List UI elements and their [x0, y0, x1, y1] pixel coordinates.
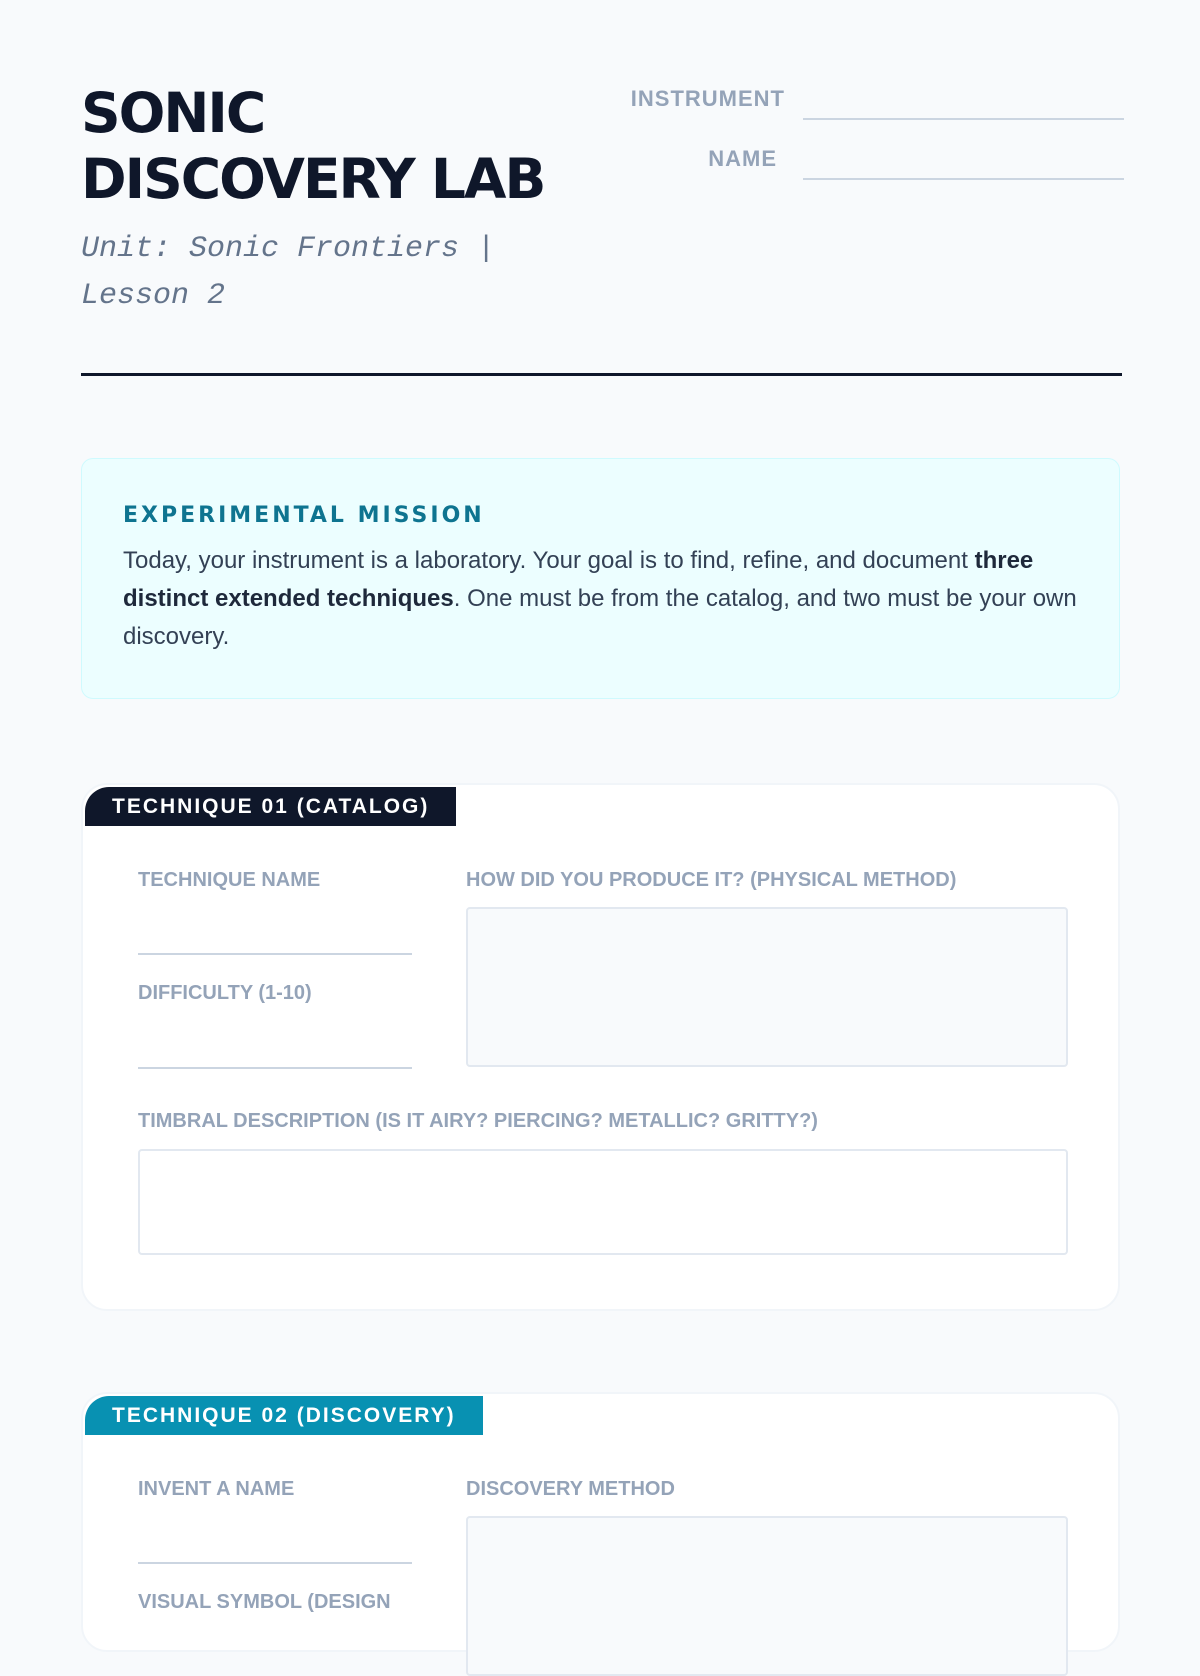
discovery-method-label: DISCOVERY METHOD [466, 1478, 675, 1500]
visual-symbol-label: VISUAL SYMBOL (DESIGN [138, 1591, 391, 1613]
technique-02-card [81, 1392, 1120, 1652]
instrument-field[interactable] [803, 118, 1124, 120]
mission-text-outro: . One must be from the catalog, and two must be your own discovery. [123, 585, 1077, 650]
page-subtitle: Unit: Sonic Frontiers | Lesson 2 [81, 232, 496, 313]
technique-01-card [81, 783, 1120, 1311]
mission-title: EXPERIMENTAL MISSION [123, 503, 485, 528]
technique-02-tag: TECHNIQUE 02 (DISCOVERY) [85, 1396, 483, 1435]
mission-panel [81, 458, 1120, 699]
page-title: SONIC DISCOVERY LAB [81, 81, 545, 211]
method-textarea[interactable] [466, 907, 1068, 1067]
instrument-label: INSTRUMENT [630, 86, 785, 111]
method-label: HOW DID YOU PRODUCE IT? (PHYSICAL METHOD) [466, 869, 957, 891]
mission-text-emphasis: three distinct extended techniques [123, 547, 1034, 612]
technique-01-tag: TECHNIQUE 01 (CATALOG) [85, 787, 456, 826]
discovery-method-textarea[interactable] [466, 1516, 1068, 1676]
header-divider [81, 373, 1122, 376]
timbre-textarea[interactable] [138, 1149, 1068, 1255]
timbre-label: TIMBRAL DESCRIPTION (IS IT AIRY? PIERCING? METALLIC? GRITTY?) [138, 1110, 818, 1132]
name-field[interactable] [803, 178, 1124, 180]
difficulty-label: DIFFICULTY (1-10) [138, 982, 312, 1004]
mission-text-intro: Today, your instrument is a laboratory. Your goal is to find, refine, and document [123, 547, 975, 574]
mission-text [123, 542, 1079, 656]
technique-name-label: TECHNIQUE NAME [138, 869, 321, 891]
difficulty-input[interactable] [138, 1067, 412, 1069]
invent-name-input[interactable] [138, 1562, 412, 1564]
technique-name-input[interactable] [138, 953, 412, 955]
name-label: NAME [708, 146, 777, 171]
invent-name-label: INVENT A NAME [138, 1478, 295, 1500]
